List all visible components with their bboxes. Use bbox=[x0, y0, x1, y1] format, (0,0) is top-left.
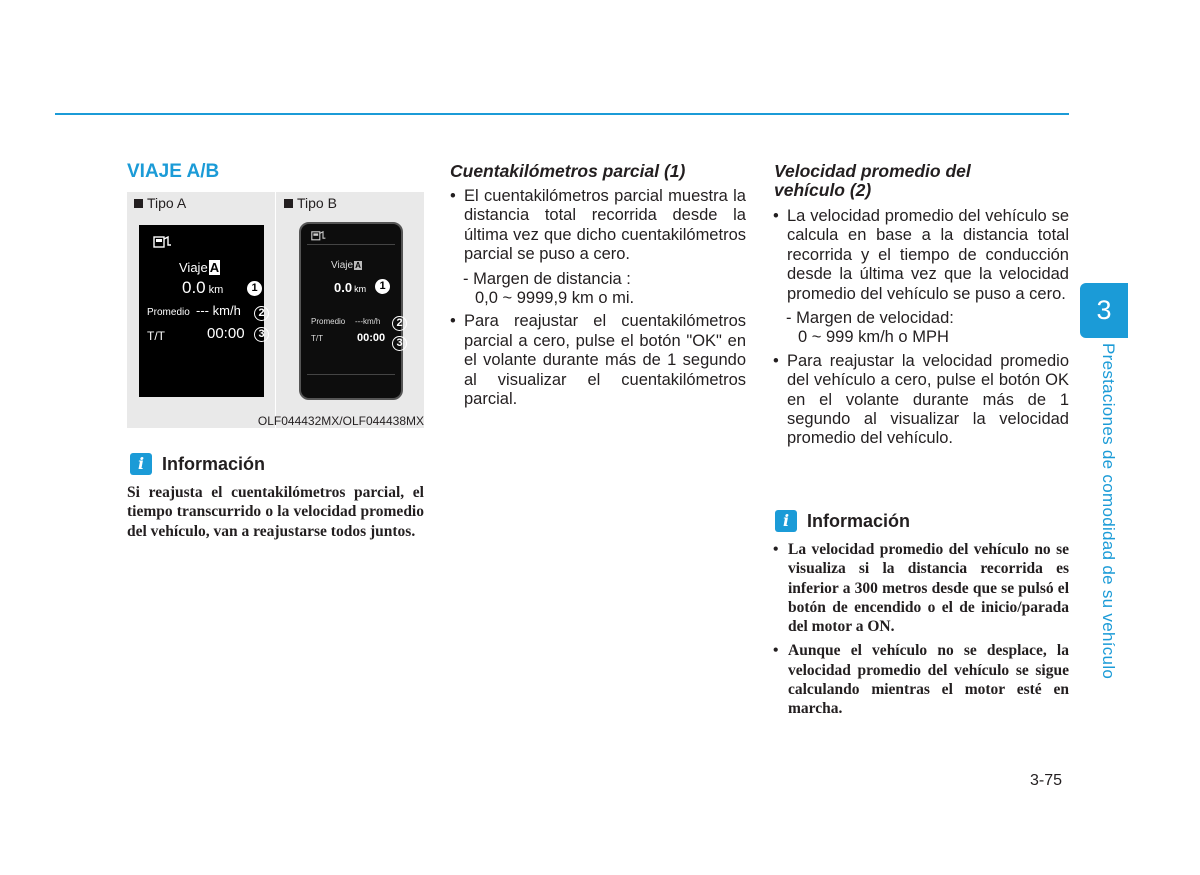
chapter-title: Prestaciones de comodidad de su vehículo bbox=[1099, 343, 1118, 680]
trip-label: Viaje A bbox=[179, 260, 220, 275]
list-item: • Para reajustar la velocidad promedio del vehículo a cero, pulse el botón OK en el volante durante más de 1 segundo al visualizar la velocidad promedio del vehículo. bbox=[773, 352, 1069, 449]
trip-computer-icon bbox=[153, 234, 173, 248]
average-speed: --- km/h bbox=[196, 303, 241, 318]
trip-odometer-heading: Cuentakilómetros parcial (1) bbox=[450, 161, 686, 181]
elapsed-time: 00:00 bbox=[207, 325, 245, 342]
trip-label: Viaje A bbox=[331, 260, 361, 271]
header-rule bbox=[55, 113, 1069, 115]
elapsed-time: 00:00 bbox=[357, 332, 386, 344]
info-heading-left: i Información bbox=[130, 453, 265, 475]
cluster-display-type-a bbox=[139, 225, 264, 397]
info-text-left: Si reajusta el cuentakilómetros parcial, el tiempo transcurrido o la velocidad promedio del vehículo, van a reajustarse todos juntos. bbox=[127, 484, 424, 540]
distance-range: - Margen de distancia : 0,0 ~ 9999,9 km o mi. bbox=[463, 269, 635, 308]
average-label: Promedio bbox=[147, 307, 190, 318]
type-b-label: Tipo B bbox=[284, 195, 337, 211]
list-item: • La velocidad promedio del vehículo se calcula en base a la distancia total recorrida y el tiempo de conducción desde la última vez que la velocidad promedio del vehículo se puso a cero. bbox=[773, 207, 1069, 304]
callout-1: 1 bbox=[375, 279, 390, 294]
callout-2: 2 bbox=[392, 316, 407, 331]
time-label: T/T bbox=[311, 334, 323, 343]
figure-divider bbox=[275, 192, 276, 428]
list-item: • Aunque el vehículo no se desplace, la velocidad promedio del vehículo se sigue calculando mientras el motor esté en marcha. bbox=[773, 641, 1069, 718]
square-bullet-icon bbox=[284, 199, 293, 208]
speed-range: - Margen de velocidad: 0 ~ 999 km/h o MPH bbox=[786, 309, 954, 347]
callout-1: 1 bbox=[247, 281, 262, 296]
info-text-right bbox=[773, 540, 1069, 719]
average-speed: ---km/h bbox=[355, 317, 381, 326]
display-divider bbox=[307, 374, 395, 375]
trip-distance: 0.0 km bbox=[334, 280, 367, 295]
type-a-label: Tipo A bbox=[134, 195, 186, 211]
average-label: Promedio bbox=[311, 317, 346, 326]
callout-2: 2 bbox=[254, 306, 269, 321]
info-icon: i bbox=[775, 510, 797, 532]
cluster-display-type-b bbox=[299, 222, 403, 400]
trip-computer-icon bbox=[311, 229, 327, 241]
average-speed-heading: Velocidad promedio del vehículo (2) bbox=[774, 161, 971, 200]
callout-3: 3 bbox=[254, 327, 269, 342]
display-divider bbox=[307, 244, 395, 245]
figure-caption: OLF044432MX/OLF044438MX bbox=[257, 414, 424, 428]
cluster-figure bbox=[127, 192, 424, 428]
trip-odometer-body bbox=[450, 187, 746, 409]
time-label: T/T bbox=[147, 329, 165, 343]
section-title: VIAJE A/B bbox=[127, 161, 220, 182]
average-speed-body bbox=[773, 207, 1069, 449]
trip-distance: 0.0 km bbox=[182, 278, 224, 297]
page-number: 3-75 bbox=[1030, 772, 1063, 789]
list-item: • Para reajustar el cuentakilómetros parcial a cero, pulse el botón "OK" en el volante durante más de 1 segundo al visualizar el cuentakilómetros parcial. bbox=[450, 312, 746, 409]
list-item: • El cuentakilómetros parcial muestra la distancia total recorrida desde la última vez que dicho cuentakilómetros parcial se puso a cero. bbox=[450, 187, 746, 265]
info-icon: i bbox=[130, 453, 152, 475]
callout-3: 3 bbox=[392, 336, 407, 351]
list-item: • La velocidad promedio del vehículo no se visualiza si la distancia recorrida es inferior a 300 metros desde que se pulsó el botón de encendido o el de inicio/parada del motor a ON. bbox=[773, 540, 1069, 636]
info-heading-right: i Información bbox=[775, 510, 910, 532]
chapter-tab: 3 bbox=[1080, 283, 1128, 338]
square-bullet-icon bbox=[134, 199, 143, 208]
